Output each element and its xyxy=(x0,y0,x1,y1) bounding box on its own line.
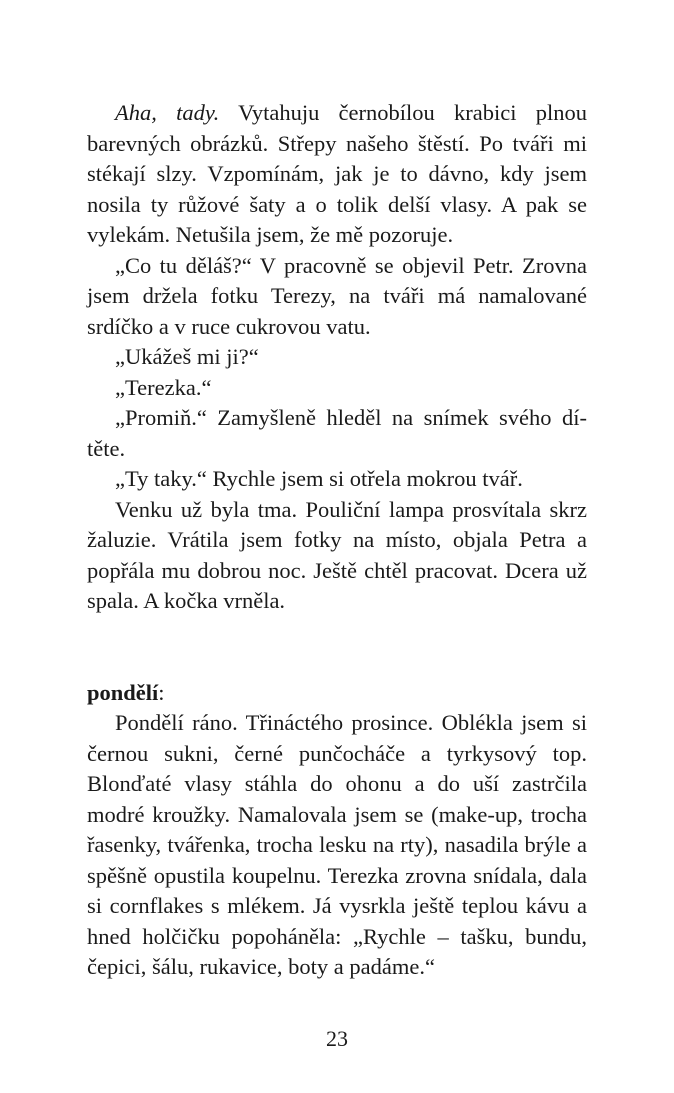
paragraph xyxy=(87,251,587,343)
paragraph xyxy=(87,373,587,404)
section-spacer xyxy=(87,617,587,678)
paragraph xyxy=(87,464,587,495)
paragraph xyxy=(87,98,587,251)
paragraph-text: Venku už byla tma. Pouliční lampa prosvítala skrz žaluzie. Vrátila jsem fotky na místo, objala Petra a popřála mu dobrou noc. Ještě chtěl pracovat. Dcera už spala. A kočka vrněla. xyxy=(87,496,587,613)
paragraph-text: Vytahuju černobílou krabici plnou barevných obrázků. Střepy našeho štěstí. Po tváři mi stékají slzy. Vzpomínám, jak je to dávno, kdy jsem nosila ty růžové šaty a o tolik delší vlasy. A pak se vylekám. Netušila jsem, že mě pozoruje. xyxy=(87,100,587,247)
paragraph-text: „Terezka.“ xyxy=(115,374,212,400)
paragraph xyxy=(87,495,587,617)
paragraph-text: Pondělí ráno. Třináctého prosince. Oblékla jsem si černou sukni, černé punčocháče a tyrkysový top. Blonďaté vlasy stáhla do ohonu a do uší zastrčila modré kroužky. Namalovala jsem se (make-up, trocha řasenky, tvářenka, trocha lesku na rty), nasadila brýle a spěšně opustila koupelnu. Terezka zrovna snídala, dala si cornflakes s mlékem. Já vysrkla ještě teplou kávu a hned holčičku popoháněla: „Rychle – tašku, bundu, čepici, šálu, rukavice, boty a padáme.“ xyxy=(87,710,587,979)
section-heading-text: pondělí xyxy=(87,679,159,705)
page-number: 23 xyxy=(326,1026,348,1051)
paragraph-text: „Ty taky.“ Rychle jsem si otřela mokrou tvář. xyxy=(115,466,523,491)
paragraph xyxy=(87,403,587,464)
paragraph xyxy=(87,342,587,373)
section-heading-colon: : xyxy=(158,679,165,705)
paragraph-italic-lead: Aha, tady. xyxy=(115,100,220,125)
paragraph xyxy=(87,708,587,983)
paragraph-text: „Co tu děláš?“ V pracovně se objevil Petr. Zrovna jsem držela fotku Terezy, na tváři má namalované srdíčko a v ruce cukrovou vatu. xyxy=(87,252,587,339)
paragraph-text: „Promiň.“ Zamyšleně hleděl na snímek svého dítěte. xyxy=(87,405,587,461)
section-heading xyxy=(87,678,587,709)
paragraph-text: „Ukážeš mi ji?“ xyxy=(115,344,259,369)
page-body xyxy=(87,98,587,983)
